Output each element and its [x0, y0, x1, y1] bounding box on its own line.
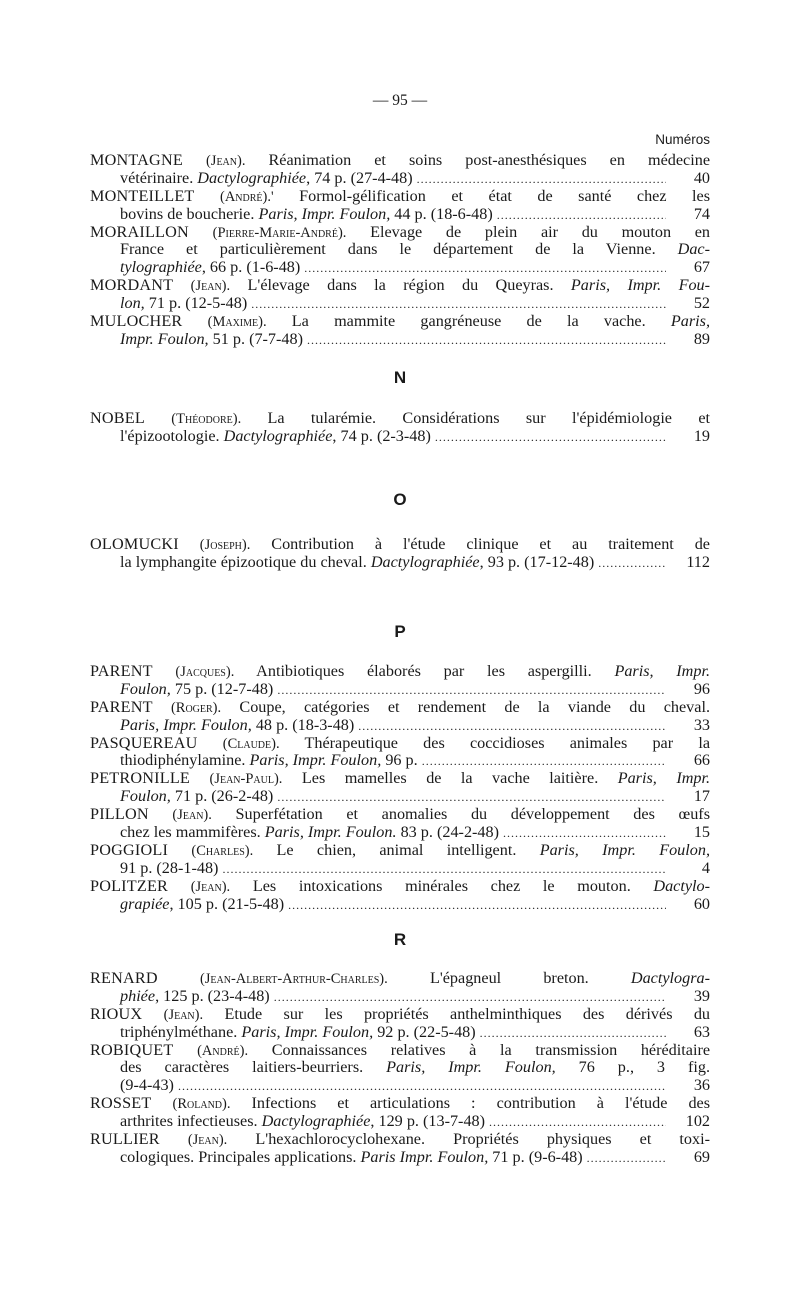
entry-author: PASQUEREAU [90, 734, 198, 752]
entry-number: 74 [693, 204, 710, 223]
bibliography-entry [90, 410, 710, 446]
entry-author: MONTEILLET [90, 187, 195, 205]
entry-publication: cologiques. Principales applications. Paris Impr. Foulon, 71 p. (9-6-48) [120, 1147, 583, 1166]
bibliography-entry [90, 536, 710, 572]
entry-publication: phiée, 125 p. (23-4-48) [120, 986, 270, 1005]
entry-author: RENARD [90, 970, 158, 987]
entry-number: 96 [693, 679, 710, 698]
entry-number: 19 [693, 426, 710, 445]
dot-leader [598, 555, 666, 573]
section-o [90, 536, 710, 572]
entry-title-line: Le chien, animal intelligent. Paris, Impr. Foulon, [276, 841, 710, 859]
dot-leader [277, 682, 666, 700]
entry-firstname: (Jacques). [175, 664, 235, 680]
bibliography-entry [90, 806, 710, 842]
bibliography-entry [90, 224, 710, 278]
entry-author: PARENT [90, 698, 153, 716]
entry-firstname: (Théodore). [171, 411, 242, 427]
entry-firstname: (Jean-Paul). [209, 771, 283, 788]
entry-number: 67 [693, 258, 710, 277]
letter-heading-p: P [394, 622, 406, 641]
entry-title-line: La tularémie. Considérations sur l'épidémiologie et [267, 410, 710, 427]
entry-author: ROSSET [90, 1095, 152, 1113]
entry-title-line: Réanimation et soins post-anesthésiques en médecine [268, 152, 710, 169]
dot-leader [358, 718, 666, 736]
entry-author: MONTAGNE [90, 152, 183, 169]
numeros-column-header: Numéros [655, 132, 710, 147]
dot-leader [307, 332, 666, 350]
bibliography-entry [90, 1131, 710, 1167]
dot-leader [503, 825, 666, 843]
bibliography-entry [90, 663, 710, 699]
entry-title-line: Thérapeutique des coccidioses animales par la [304, 734, 710, 752]
letter-heading-n: N [393, 368, 407, 387]
entry-publication: tylographiée, 66 p. (1-6-48) [120, 258, 301, 277]
entry-author: PETRONILLE [90, 770, 191, 788]
entry-firstname: (Jean). [172, 807, 212, 824]
entry-title-line: Etude sur les propriétés anthelminthiques des dérivés du [224, 1005, 710, 1023]
entry-title-line: L'hexachlorocyclohexane. Propriétés physiques et toxi- [255, 1131, 710, 1149]
entry-publication: Paris, Impr. Foulon, 48 p. (18-3-48) [120, 715, 355, 734]
entry-firstname: (Joseph). [199, 537, 251, 553]
entry-firstname: (Roger). [170, 699, 222, 716]
bibliography-entry [90, 1095, 710, 1131]
entry-title-line: Connaissances relatives à la transmission héréditaire [271, 1041, 710, 1059]
entry-author: ROBIQUET [90, 1041, 174, 1059]
entry-title-line: L'épagneul breton. Dactylogra- [429, 970, 710, 987]
entry-number: 40 [693, 168, 710, 187]
entry-title-line: France et particulièrement dans le département de la Vienne. Dac- [120, 241, 710, 259]
entry-number: 39 [693, 986, 710, 1005]
bibliography-entry [90, 188, 710, 224]
entry-publication: chez les mammifères. Paris, Impr. Foulon. 83 p. (24-2-48) [120, 823, 500, 842]
bibliography-entry [90, 970, 710, 1006]
entry-publication: Impr. Foulon, 51 p. (7-7-48) [120, 329, 303, 348]
entry-firstname: (Pierre-Marie-André). [212, 224, 347, 241]
bibliography-entry [90, 770, 710, 806]
entry-firstname: (Jean-Albert-Arthur-Charles). [199, 971, 388, 987]
entry-number: 17 [693, 787, 710, 806]
section-m [90, 152, 710, 349]
entry-firstname: (Jean). [190, 878, 231, 895]
entry-title-line: La mammite gangréneuse de la vache. Paris, [291, 313, 710, 331]
entry-author: MORAILLON [90, 223, 189, 241]
entry-number: 60 [693, 894, 710, 913]
entry-title-line: Les intoxications minérales chez le mouton. Dactylo- [252, 877, 710, 895]
entry-number: 112 [686, 552, 710, 571]
entry-publication: arthrites infectieuses. Dactylographiée, 129 p. (13-7-48) [120, 1112, 486, 1131]
entry-title-line: Coupe, catégories et rendement de la viande du cheval. [239, 698, 710, 716]
bibliography-entry [90, 1006, 710, 1042]
dot-leader [304, 260, 666, 278]
entry-firstname: (Maxime). [207, 314, 267, 331]
entry-number: 36 [693, 1076, 710, 1095]
dot-leader [251, 296, 666, 314]
entry-title-line: Infections et articulations : contribution à l'étude des [251, 1095, 710, 1113]
entry-publication: (9-4-43) [120, 1076, 174, 1095]
bibliography-entry [90, 878, 710, 914]
entry-firstname: (Roland). [172, 1096, 231, 1113]
entry-publication: lon, 71 p. (12-5-48) [120, 294, 248, 313]
bibliography-entry [90, 313, 710, 349]
entry-firstname: (André). [197, 1042, 249, 1059]
entry-publication: bovins de boucherie. Paris, Impr. Foulon, 44 p. (18-6-48) [120, 204, 493, 223]
bibliography-entry [90, 152, 710, 188]
entry-author: MULOCHER [90, 313, 183, 331]
dot-leader [178, 1078, 666, 1096]
entry-number: 102 [685, 1112, 710, 1131]
entry-author: OLOMUCKI [90, 536, 179, 553]
section-r [90, 970, 710, 1167]
entry-author: POGGIOLI [90, 841, 169, 859]
entry-firstname: (Charles). [191, 842, 254, 859]
dot-leader [222, 861, 666, 879]
entry-publication: l'épizootologie. Dactylographiée, 74 p. (2-3-48) [120, 426, 431, 445]
section-n [90, 410, 710, 446]
dot-leader [274, 989, 666, 1007]
dot-leader [497, 207, 666, 225]
dot-leader [277, 789, 666, 807]
entry-publication: grapiée, 105 p. (21-5-48) [120, 894, 285, 913]
bibliography-entry [90, 1042, 710, 1096]
entry-publication: 91 p. (28-1-48) [120, 858, 219, 877]
bibliography-entry [90, 699, 710, 735]
bibliography-entry [90, 842, 710, 878]
entry-author: POLITZER [90, 877, 169, 895]
entry-firstname: (Jean). [163, 1006, 204, 1023]
entry-title-line: Elevage de plein air du mouton en [370, 223, 710, 241]
entry-title-line: des caractères laitiers-beurriers. Paris, Impr. Foulon, 76 p., 3 fig. [120, 1059, 710, 1077]
dot-leader [288, 897, 666, 915]
entry-title-line: Les mamelles de la vache laitière. Paris, Impr. [301, 770, 710, 788]
entry-number: 63 [693, 1022, 710, 1041]
entry-publication: Foulon, 75 p. (12-7-48) [120, 679, 274, 698]
dot-leader [587, 1150, 666, 1168]
section-p [90, 663, 710, 913]
dot-leader [435, 429, 666, 447]
dot-leader [480, 1025, 666, 1043]
dot-leader [422, 753, 666, 771]
entry-number: 4 [701, 858, 710, 877]
entry-number: 33 [693, 715, 710, 734]
page-number: — 95 — [372, 92, 428, 109]
entry-title-line: Formol-gélification et état de santé chez les [299, 187, 710, 205]
entry-publication: la lymphangite épizootique du cheval. Dactylographiée, 93 p. (17-12-48) [120, 552, 595, 571]
entry-publication: vétérinaire. Dactylographiée, 74 p. (27-4-48) [120, 168, 413, 187]
bibliography-entry [90, 277, 710, 313]
entry-number: 52 [693, 294, 710, 313]
entry-title-line: L'élevage dans la région du Queyras. Paris, Impr. Fou- [247, 277, 710, 295]
entry-author: NOBEL [90, 410, 145, 427]
entry-author: PARENT [90, 663, 153, 680]
entry-number: 15 [693, 823, 710, 842]
entry-number: 89 [693, 329, 710, 348]
entry-publication: Foulon, 71 p. (26-2-48) [120, 787, 274, 806]
entry-author: RIOUX [90, 1005, 143, 1023]
entry-title-line: Superfétation et anomalies du développement des œufs [235, 806, 710, 824]
entry-firstname: (André).' [220, 188, 274, 205]
entry-author: MORDANT [90, 277, 174, 295]
letter-heading-r: R [393, 930, 407, 949]
entry-number: 69 [693, 1147, 710, 1166]
entry-title-line: Antibiotiques élaborés par les aspergilli. Paris, Impr. [256, 663, 710, 680]
dot-leader [489, 1114, 666, 1132]
entry-publication: triphénylméthane. Paris, Impr. Foulon, 92 p. (22-5-48) [120, 1022, 476, 1041]
bibliography-entry [90, 735, 710, 771]
letter-heading-o: O [393, 490, 407, 509]
entry-publication: thiodiphénylamine. Paris, Impr. Foulon, 96 p. [120, 751, 418, 770]
entry-firstname: (Jean). [205, 153, 246, 169]
entry-firstname: (Jean). [187, 1132, 228, 1149]
dot-leader [417, 171, 666, 189]
entry-number: 66 [693, 751, 710, 770]
entry-author: PILLON [90, 806, 149, 824]
entry-title-line: Contribution à l'étude clinique et au traitement de [271, 536, 710, 553]
entry-author: RULLIER [90, 1131, 160, 1149]
entry-firstname: (Claude). [222, 735, 280, 752]
entry-firstname: (Jean). [190, 278, 231, 295]
